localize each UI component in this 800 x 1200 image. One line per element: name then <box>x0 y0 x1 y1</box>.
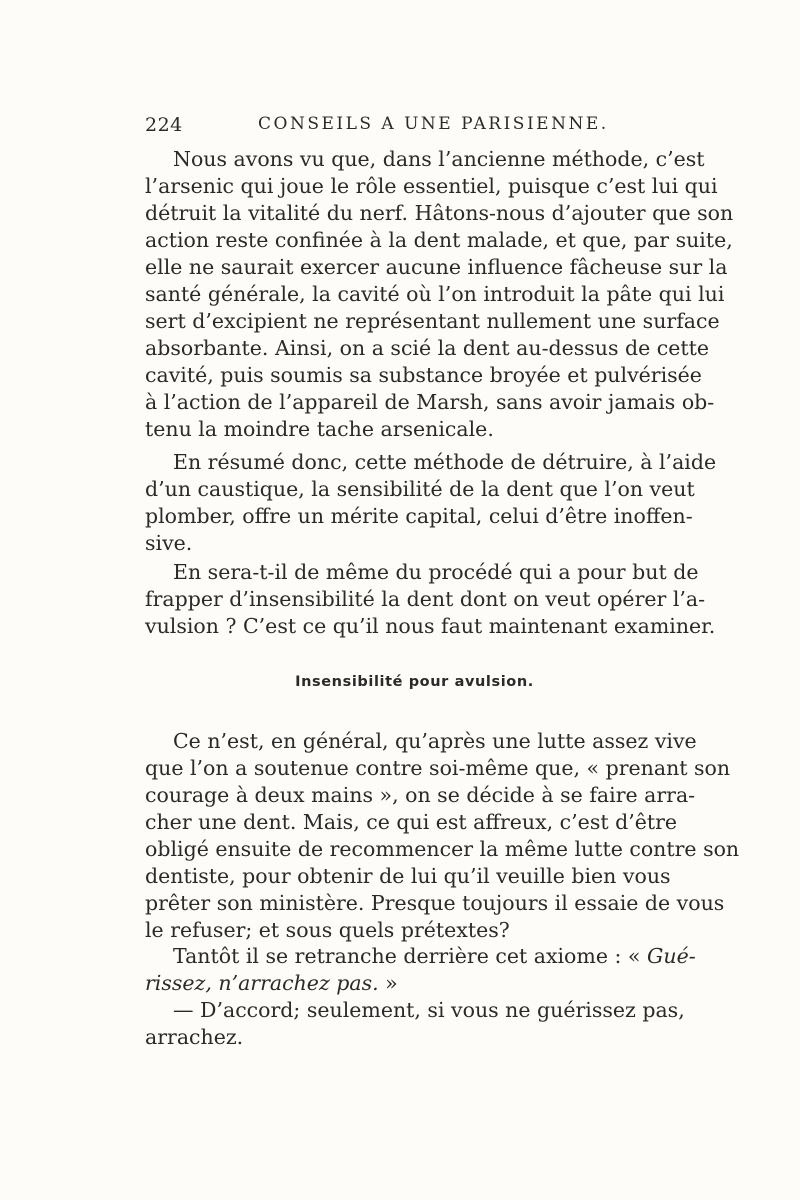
text-segment: Tantôt il se retranche derrière cet axiome : « <box>173 944 647 968</box>
text-line: — D’accord; seulement, si vous ne guérissez pas, <box>173 998 685 1022</box>
text-line: détruit la vitalité du nerf. Hâtons-nous d’ajouter que son <box>145 201 734 225</box>
page-header <box>145 114 685 142</box>
text-line <box>145 943 696 970</box>
section-heading: Insensibilité pour avulsion. <box>295 674 534 690</box>
text-line: En résumé donc, cette méthode de détruire, à l’aide <box>173 450 717 474</box>
paragraph-resume <box>145 449 717 557</box>
text-line: cavité, puis soumis sa substance broyée et pulvérisée <box>145 363 702 387</box>
text-line: cher une dent. Mais, ce qui est affreux, c’est d’être <box>145 810 678 834</box>
text-line: que l’on a soutenue contre soi-même que, « prenant son <box>145 756 731 780</box>
paragraph-arsenic <box>145 146 734 443</box>
paragraph-daccord <box>145 997 685 1051</box>
text-line: le refuser; et sous quels prétextes? <box>145 918 510 942</box>
text-line <box>145 970 668 997</box>
text-segment: » <box>378 971 398 995</box>
text-line: absorbante. Ainsi, on a scié la dent au-dessus de cette <box>145 336 710 360</box>
text-line: frapper d’insensibilité la dent dont on veut opérer l’a- <box>145 587 706 611</box>
page-number: 224 <box>145 114 183 136</box>
text-line: vulsion ? C’est ce qu’il nous faut maintenant examiner. <box>145 614 716 638</box>
text-line: santé générale, la cavité où l’on introduit la pâte qui lui <box>145 282 725 306</box>
text-line: arrachez. <box>145 1025 244 1049</box>
text-line: plomber, offre un mérite capital, celui d’être inoffen- <box>145 504 693 528</box>
text-line: d’un caustique, la sensibilité de la dent que l’on veut <box>145 477 695 501</box>
italic-quote: Gué- <box>646 944 696 968</box>
text-line: tenu la moindre tache arsenicale. <box>145 417 494 441</box>
text-line: sert d’excipient ne représentant nullement une surface <box>145 309 720 333</box>
text-line: obligé ensuite de recommencer la même lutte contre son <box>145 837 740 861</box>
text-line: l’arsenic qui joue le rôle essentiel, puisque c’est lui qui <box>145 174 718 198</box>
running-title: CONSEILS A UNE PARISIENNE. <box>258 114 609 134</box>
text-line: dentiste, pour obtenir de lui qu’il veuille bien vous <box>145 864 671 888</box>
paragraph-lutte <box>145 728 740 944</box>
text-line: sive. <box>145 531 193 555</box>
text-line: Nous avons vu que, dans l’ancienne méthode, c’est <box>173 147 705 171</box>
paragraph-question <box>145 559 716 640</box>
paragraph-axiome <box>145 943 696 997</box>
text-line: Ce n’est, en général, qu’après une lutte assez vive <box>173 729 697 753</box>
text-line: action reste confinée à la dent malade, et que, par suite, <box>145 228 733 252</box>
text-line: courage à deux mains », on se décide à se faire arra- <box>145 783 696 807</box>
text-line: prêter son ministère. Presque toujours il essaie de vous <box>145 891 725 915</box>
text-line: En sera-t-il de même du procédé qui a pour but de <box>173 560 699 584</box>
text-line: elle ne saurait exercer aucune influence fâcheuse sur la <box>145 255 728 279</box>
text-line: à l’action de l’appareil de Marsh, sans avoir jamais ob- <box>145 390 715 414</box>
italic-quote: rissez, n’arrachez pas. <box>145 971 379 995</box>
